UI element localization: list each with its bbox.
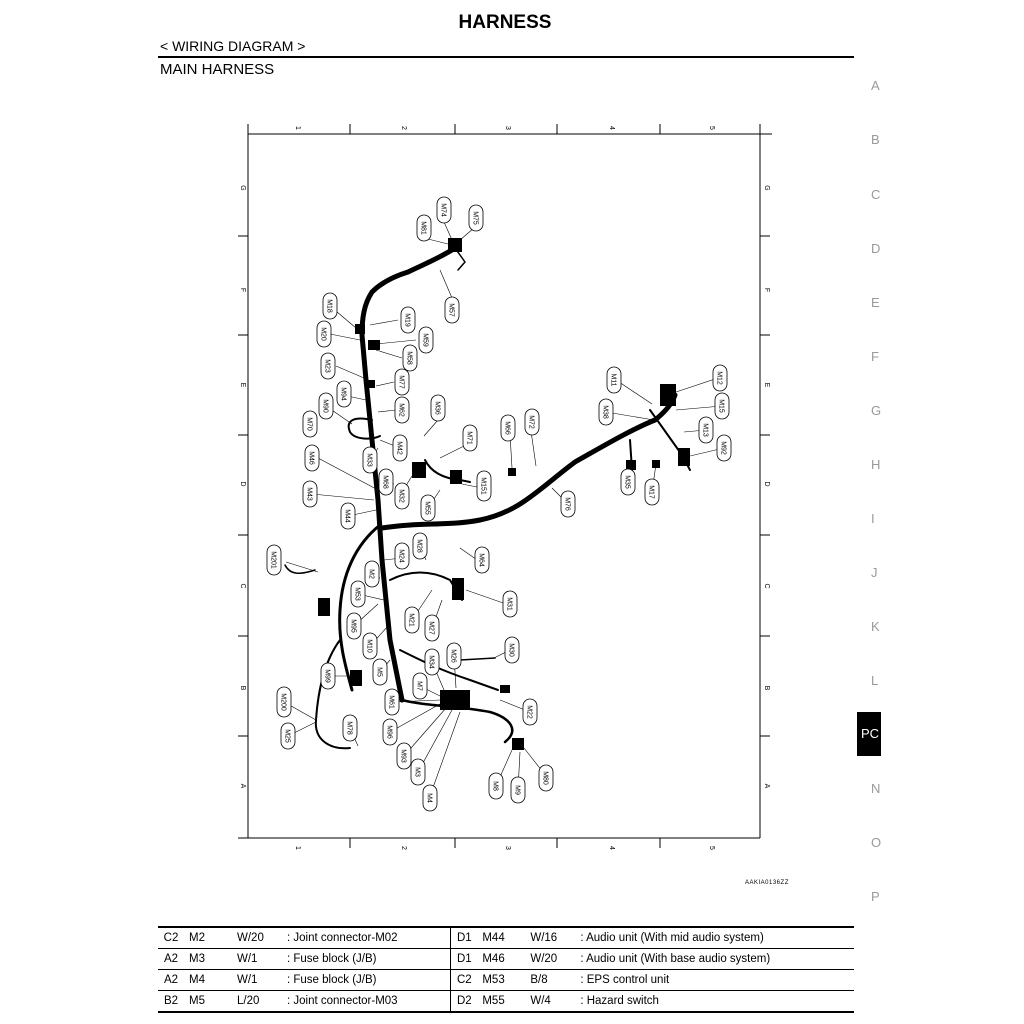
connector-balloon-m19: [401, 307, 415, 333]
connector-balloon-m99: [321, 663, 335, 689]
side-index-g[interactable]: G: [871, 403, 882, 418]
svg-text:M3: M3: [413, 767, 421, 777]
connector-balloon-m13: [699, 417, 713, 443]
svg-text:M72: M72: [527, 415, 535, 429]
svg-text:M77: M77: [397, 375, 405, 389]
connector-balloon-m72: [525, 409, 539, 435]
svg-text:M10: M10: [365, 639, 373, 653]
connector-number: M44: [477, 927, 525, 949]
svg-text:M28: M28: [415, 539, 423, 553]
connector-balloon-m59: [419, 327, 433, 353]
side-index-l[interactable]: L: [871, 673, 879, 688]
svg-text:M151: M151: [479, 477, 487, 495]
table-row: [158, 927, 854, 949]
connector-balloon-m46: [305, 445, 319, 471]
connector-balloon-m42: [393, 435, 407, 461]
svg-text:M58: M58: [405, 351, 413, 365]
connector-balloon-m66: [501, 415, 515, 441]
svg-text:M94: M94: [339, 387, 347, 401]
grid-col-1-bottom: 1: [294, 846, 301, 850]
connector-color: W/20: [525, 949, 575, 970]
connector-balloon-m3: [411, 759, 425, 785]
svg-text:M26: M26: [449, 649, 457, 663]
side-index-p[interactable]: P: [871, 889, 880, 904]
figure-code: AAKIA0136ZZ: [745, 880, 789, 886]
svg-text:M9: M9: [513, 785, 521, 795]
connector-balloon-m8: [489, 773, 503, 799]
svg-text:M96: M96: [385, 725, 393, 739]
connector-balloon-m93: [397, 743, 411, 769]
side-index-n[interactable]: N: [871, 781, 881, 796]
grid-col-3-bottom: 3: [504, 846, 511, 850]
connector-balloon-m20: [317, 321, 331, 347]
svg-text:M2: M2: [367, 569, 375, 579]
connector-color: W/16: [525, 927, 575, 949]
grid-col-2-bottom: 2: [400, 846, 407, 850]
grid-row-g-right: G: [763, 185, 770, 191]
svg-text:M23: M23: [323, 359, 331, 373]
connector-color: L/20: [232, 991, 282, 1013]
grid-row-a-right: A: [763, 783, 770, 789]
connector-table: [158, 926, 854, 1013]
svg-text:M75: M75: [471, 211, 479, 225]
svg-text:M12: M12: [715, 371, 723, 385]
connector-number: M3: [184, 949, 232, 970]
connector-balloon-m95: [347, 613, 361, 639]
grid-location: A2: [158, 970, 184, 991]
connector-balloon-m78: [343, 715, 357, 741]
connector-balloon-m4: [423, 785, 437, 811]
grid-row-e-right: E: [763, 382, 770, 388]
side-index-b[interactable]: B: [871, 132, 880, 147]
svg-text:M93: M93: [399, 749, 407, 763]
connector-balloon-m70: [303, 411, 317, 437]
connector-balloon-m96: [383, 719, 397, 745]
connector-balloon-m64: [475, 547, 489, 573]
grid-location: D1: [451, 949, 478, 970]
connector-balloon-m200: [277, 687, 291, 717]
connector-balloon-m34: [425, 649, 439, 675]
connector-balloon-m5: [373, 659, 387, 685]
connector-balloon-m25: [281, 723, 295, 749]
connector-balloon-m62: [395, 397, 409, 423]
section-heading: < WIRING DIAGRAM >: [160, 38, 306, 54]
side-index-i[interactable]: I: [871, 511, 875, 526]
connector-balloon-m90: [319, 393, 333, 419]
connector-name: : Fuse block (J/B): [282, 970, 451, 991]
connector-color: W/20: [232, 927, 282, 949]
connector-number: M55: [477, 991, 525, 1013]
connector-balloon-m12: [713, 365, 727, 391]
connector-color: W/1: [232, 949, 282, 970]
connector-balloon-m2: [365, 561, 379, 587]
connector-balloon-m44: [341, 503, 355, 529]
grid-row-b-right: B: [763, 685, 770, 691]
svg-text:M64: M64: [477, 553, 485, 567]
side-index-e[interactable]: E: [871, 295, 880, 310]
connector-balloon-m9: [511, 777, 525, 803]
grid-row-c-left: C: [239, 583, 246, 589]
table-row: [158, 991, 854, 1013]
connector-balloon-m27: [425, 615, 439, 641]
svg-text:M92: M92: [719, 441, 727, 455]
connector-balloon-m18: [323, 293, 337, 319]
side-index-d[interactable]: D: [871, 241, 881, 256]
side-index-h[interactable]: H: [871, 457, 881, 472]
svg-text:M200: M200: [279, 693, 287, 711]
connector-balloon-m94: [337, 381, 351, 407]
svg-text:M22: M22: [525, 705, 533, 719]
connector-balloon-m74: [437, 197, 451, 223]
grid-row-d-left: D: [239, 481, 246, 487]
table-row: [158, 970, 854, 991]
connector-balloon-m76: [561, 491, 575, 517]
svg-text:M76: M76: [563, 497, 571, 511]
connector-balloon-m30: [505, 637, 519, 663]
svg-text:M42: M42: [395, 441, 403, 455]
side-index-c[interactable]: C: [871, 187, 881, 202]
svg-text:M43: M43: [305, 487, 313, 501]
grid-col-3-top: 3: [504, 126, 511, 130]
connector-balloon-m23: [321, 353, 335, 379]
svg-text:M30: M30: [507, 643, 515, 657]
svg-text:M11: M11: [609, 373, 617, 387]
svg-text:M61: M61: [387, 695, 395, 709]
svg-text:M17: M17: [647, 485, 655, 499]
side-index-a[interactable]: A: [871, 78, 880, 93]
connector-color: B/8: [525, 970, 575, 991]
svg-text:M57: M57: [447, 303, 455, 317]
grid-col-4-top: 4: [608, 126, 615, 130]
svg-text:M5: M5: [375, 667, 383, 677]
connector-balloon-m7: [413, 673, 427, 699]
svg-text:M80: M80: [541, 771, 549, 785]
connector-balloon-m17: [645, 479, 659, 505]
svg-text:M20: M20: [319, 327, 327, 341]
svg-text:M66: M66: [503, 421, 511, 435]
connector-balloon-m71: [463, 425, 477, 451]
connector-balloon-m21: [405, 607, 419, 633]
connector-number: M46: [477, 949, 525, 970]
side-index-k[interactable]: K: [871, 619, 880, 634]
svg-text:M34: M34: [427, 655, 435, 669]
grid-row-a-left: A: [239, 783, 246, 789]
connector-balloon-m53: [351, 581, 365, 607]
grid-row-b-left: B: [239, 685, 246, 691]
svg-text:M8: M8: [491, 781, 499, 791]
svg-text:M68: M68: [381, 475, 389, 489]
connector-name: : Fuse block (J/B): [282, 949, 451, 970]
svg-text:M25: M25: [283, 729, 291, 743]
diagram-frame: [238, 124, 772, 848]
grid-row-e-left: E: [239, 382, 246, 388]
grid-col-2-top: 2: [400, 126, 407, 130]
connector-balloon-m201: [267, 545, 281, 575]
grid-col-1-top: 1: [294, 126, 301, 130]
grid-row-f-left: F: [239, 287, 246, 293]
connector-number: M4: [184, 970, 232, 991]
connector-color: W/1: [232, 970, 282, 991]
svg-text:M99: M99: [323, 669, 331, 683]
page-title: HARNESS: [458, 12, 552, 33]
svg-text:M55: M55: [423, 501, 431, 515]
connector-balloon-m58: [403, 345, 417, 371]
connector-name: : Audio unit (With mid audio system): [575, 927, 854, 949]
grid-location: C2: [451, 970, 478, 991]
svg-text:M21: M21: [407, 613, 415, 627]
side-index-j[interactable]: J: [871, 565, 878, 580]
connector-balloon-m36: [431, 395, 445, 421]
connector-name: : Joint connector-M03: [282, 991, 451, 1013]
connector-balloon-m57: [445, 297, 459, 323]
connector-number: M5: [184, 991, 232, 1013]
svg-text:M90: M90: [321, 399, 329, 413]
connector-name: : Joint connector-M02: [282, 927, 451, 949]
connector-name: : EPS control unit: [575, 970, 854, 991]
svg-text:M36: M36: [433, 401, 441, 415]
connector-balloon-m32: [395, 483, 409, 509]
side-index-pc-active[interactable]: PC: [857, 712, 881, 756]
grid-location: C2: [158, 927, 184, 949]
svg-text:M38: M38: [601, 405, 609, 419]
connector-balloon-m80: [539, 765, 553, 791]
grid-col-5-bottom: 5: [708, 846, 715, 850]
connector-balloon-m26: [447, 643, 461, 669]
grid-col-4-bottom: 4: [608, 846, 615, 850]
svg-text:M59: M59: [421, 333, 429, 347]
svg-text:M7: M7: [415, 681, 423, 691]
connector-name: : Audio unit (With base audio system): [575, 949, 854, 970]
connector-balloon-m61: [385, 689, 399, 715]
connector-balloon-m35: [621, 469, 635, 495]
connector-balloon-m28: [413, 533, 427, 559]
svg-text:M201: M201: [269, 551, 277, 569]
svg-text:M13: M13: [701, 423, 709, 437]
svg-text:M32: M32: [397, 489, 405, 503]
svg-text:M35: M35: [623, 475, 631, 489]
grid-location: B2: [158, 991, 184, 1013]
svg-text:M70: M70: [305, 417, 313, 431]
connector-balloon-m11: [607, 367, 621, 393]
connector-balloon-m68: [379, 469, 393, 495]
grid-row-f-right: F: [763, 287, 770, 293]
svg-text:M95: M95: [349, 619, 357, 633]
connector-balloon-m24: [395, 543, 409, 569]
connector-number: M53: [477, 970, 525, 991]
grid-location: D1: [451, 927, 478, 949]
connector-balloon-m77: [395, 369, 409, 395]
connector-balloon-m15: [715, 393, 729, 419]
connector-balloon-m38: [599, 399, 613, 425]
svg-text:M33: M33: [365, 453, 373, 467]
connector-balloon-m33: [363, 447, 377, 473]
connector-balloon-m10: [363, 633, 377, 659]
connector-balloon-m151: [477, 471, 491, 501]
svg-text:M74: M74: [439, 203, 447, 217]
svg-text:M15: M15: [717, 399, 725, 413]
table-row: [158, 949, 854, 970]
diagram-subtitle: MAIN HARNESS: [160, 61, 275, 78]
connector-balloon-m31: [503, 591, 517, 617]
svg-text:M19: M19: [403, 313, 411, 327]
connector-balloon-m55: [421, 495, 435, 521]
svg-text:M24: M24: [397, 549, 405, 563]
svg-text:M53: M53: [353, 587, 361, 601]
grid-location: A2: [158, 949, 184, 970]
svg-text:M44: M44: [343, 509, 351, 523]
connector-color: W/4: [525, 991, 575, 1013]
svg-text:M31: M31: [505, 597, 513, 611]
connector-balloons: [267, 197, 731, 811]
grid-location: D2: [451, 991, 478, 1013]
connector-name: : Hazard switch: [575, 991, 854, 1013]
svg-text:M4: M4: [425, 793, 433, 803]
side-index-f[interactable]: F: [871, 349, 879, 364]
svg-text:M18: M18: [325, 299, 333, 313]
connector-number: M2: [184, 927, 232, 949]
connector-balloon-m92: [717, 435, 731, 461]
svg-text:M27: M27: [427, 621, 435, 635]
svg-text:M81: M81: [419, 221, 427, 235]
svg-text:M62: M62: [397, 403, 405, 417]
grid-row-d-right: D: [763, 481, 770, 487]
grid-row-c-right: C: [763, 583, 770, 589]
svg-text:M46: M46: [307, 451, 315, 465]
side-index-o[interactable]: O: [871, 835, 882, 850]
svg-text:M71: M71: [465, 431, 473, 445]
connector-balloon-m22: [523, 699, 537, 725]
grid-row-g-left: G: [239, 185, 246, 191]
connector-balloon-m43: [303, 481, 317, 507]
svg-text:M78: M78: [345, 721, 353, 735]
connector-balloon-m81: [417, 215, 431, 241]
grid-col-5-top: 5: [708, 126, 715, 130]
connector-balloon-m75: [469, 205, 483, 231]
